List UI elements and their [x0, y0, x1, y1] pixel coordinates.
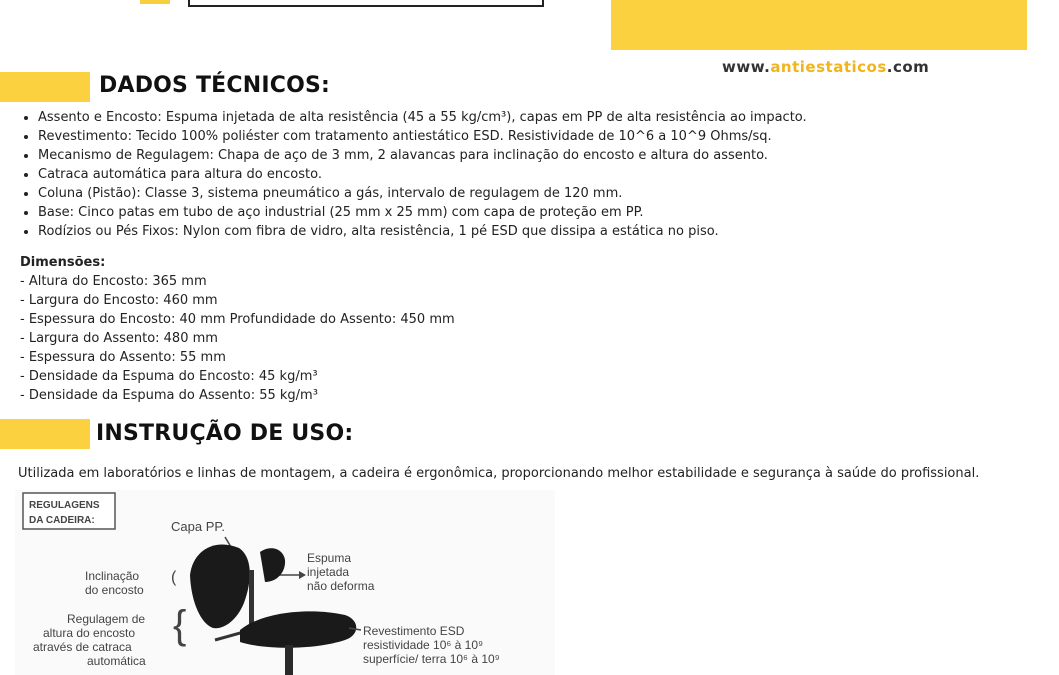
inclinacao-bracket: ( [171, 569, 177, 586]
dimensions-block [20, 253, 455, 405]
list-item: • Rodízios ou Pés Fixos: Nylon com fibra de vidro, alta resistência, 1 pé ESD que dissipa a estática no piso. [38, 222, 1059, 241]
usage-section-title: INSTRUÇÃO DE USO: [96, 421, 354, 446]
diagram-title-line1: REGULAGENS [29, 500, 100, 511]
website-link[interactable] [722, 58, 929, 76]
label-revest-3: superfície/ terra 10⁶ à 10⁹ [363, 652, 500, 666]
label-inclinacao-2: do encosto [85, 583, 144, 597]
dimensions-title: Dimensões: [20, 255, 106, 270]
top-frame-box [188, 0, 544, 7]
usage-text: Utilizada em laboratórios e linhas de montagem, a cadeira é ergonômica, proporcionando melhor estabilidade e segurança à saúde do profissional. [18, 466, 980, 481]
dimension-item: - Densidade da Espuma do Assento: 55 kg/m³ [20, 388, 318, 403]
dimension-item: - Densidade da Espuma do Encosto: 45 kg/m³ [20, 369, 318, 384]
header-yellow-banner [611, 0, 1027, 50]
espuma-arrow-head [299, 571, 306, 579]
list-item: • Catraca automática para altura do encosto. [38, 165, 1059, 184]
dimension-item: - Largura do Encosto: 460 mm [20, 293, 218, 308]
website-brand: antiestaticos [770, 58, 887, 76]
label-capa: Capa PP. [171, 519, 225, 534]
label-inclinacao-1: Inclinação [85, 569, 140, 583]
dimension-item: - Altura do Encosto: 365 mm [20, 274, 207, 289]
label-regulagem-2: altura do encosto [43, 626, 136, 640]
label-espuma-3: não deforma [307, 579, 375, 593]
label-revest-1: Revestimento ESD [363, 624, 465, 638]
dimension-item: - Largura do Assento: 480 mm [20, 331, 218, 346]
website-suffix: .com [886, 58, 930, 76]
list-item: • Revestimento: Tecido 100% poliéster com tratamento antiestático ESD. Resistividade de 10^6 a 10^9 Ohms/sq. [38, 127, 1059, 146]
website-prefix: www. [722, 58, 771, 76]
regulagem-bracket: { [173, 603, 187, 647]
diagram-title-line2: DA CADEIRA: [29, 515, 95, 526]
top-accent-strip [140, 0, 170, 4]
dimension-item: - Espessura do Assento: 55 mm [20, 350, 226, 365]
dimension-item: - Espessura do Encosto: 40 mm Profundidade do Assento: 450 mm [20, 312, 455, 327]
chair-diagram [15, 490, 555, 675]
list-item: • Assento e Encosto: Espuma injetada de alta resistência (45 a 55 kg/cm³), capas em PP de alta resistência ao impacto. [38, 108, 1059, 127]
tech-section-bar [0, 72, 90, 102]
tech-specs-list [18, 108, 1059, 241]
label-regulagem-3: através de catraca [33, 640, 132, 654]
usage-section-bar [0, 419, 90, 449]
list-item: • Coluna (Pistão): Classe 3, sistema pneumático a gás, intervalo de regulagem de 120 mm. [38, 184, 1059, 203]
label-regulagem-1: Regulagem de [67, 612, 146, 626]
label-revest-2: resistividade 10⁶ à 10⁹ [363, 638, 484, 652]
label-regulagem-4: automática [87, 654, 146, 668]
label-espuma-1: Espuma [307, 551, 352, 565]
list-item: • Base: Cinco patas em tubo de aço industrial (25 mm x 25 mm) com capa de proteção em PP. [38, 203, 1059, 222]
list-item: • Mecanismo de Regulagem: Chapa de aço de 3 mm, 2 alavancas para inclinação do encosto e altura do assento. [38, 146, 1059, 165]
tech-section-title: DADOS TÉCNICOS: [99, 73, 331, 98]
label-espuma-2: injetada [307, 565, 350, 579]
